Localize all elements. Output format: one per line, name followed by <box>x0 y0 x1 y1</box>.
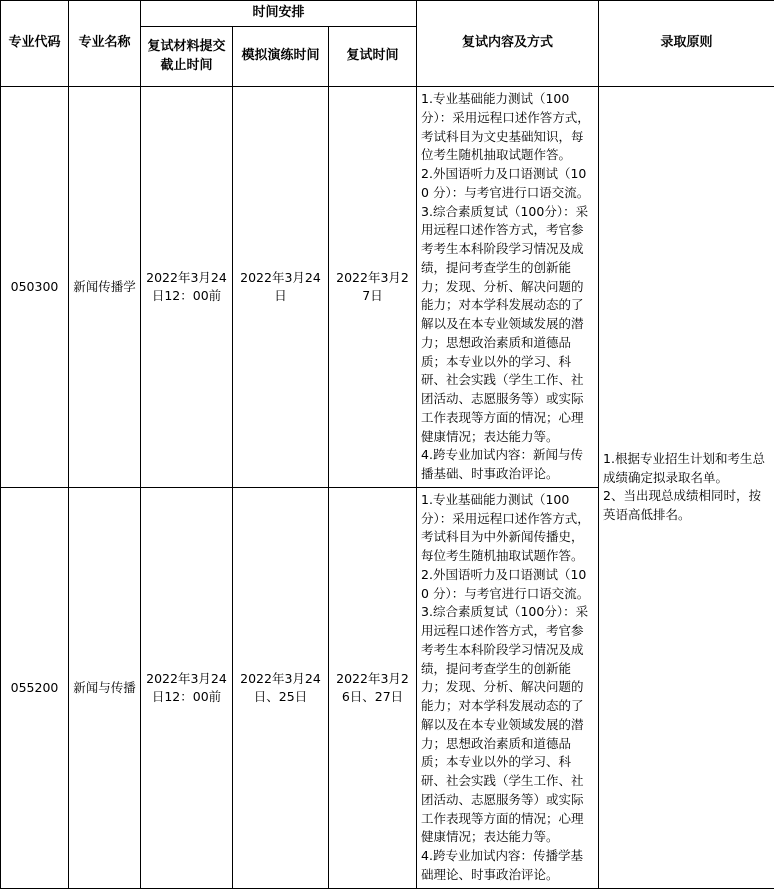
header-submit-deadline: 复试材料提交截止时间 <box>141 27 233 87</box>
cell-major-code: 055200 <box>1 487 69 888</box>
table-header-row-1 <box>1 1 774 27</box>
cell-retest-time: 2022年3月26日、27日 <box>329 487 417 888</box>
cell-mock-time: 2022年3月24日、25日 <box>233 487 329 888</box>
cell-major-name: 新闻传播学 <box>69 87 141 488</box>
cell-mock-time: 2022年3月24日 <box>233 87 329 488</box>
header-schedule: 时间安排 <box>141 1 417 27</box>
cell-major-code: 050300 <box>1 87 69 488</box>
header-major-code: 专业代码 <box>1 1 69 87</box>
cell-retest-content: 1.专业基础能力测试（100 分）：采用远程口述作答方式，考试科目为文史基础知识，每位考生随机抽取试题作答。 2.外国语听力及口语测试（100 分）：与考官进行口语交流。 3.综合素质复试（100分）：采用远程口述作答方式，考官参考考生本科阶段学习情况及成绩，提问考查学生的创新能力；发现、分析、解决问题的能力；对本学科发展动态的了解以及在本专业领域发展的潜力；思想政治素质和道德品质；本专业以外的学习、科研、社会实践（学生工作、社团活动、志愿服务等）或实际工作表现等方面的情况；心理健康情况；表达能力等。 4.跨专业加试内容：新闻与传播基础、时事政治评论。 <box>417 87 599 488</box>
cell-submit-deadline: 2022年3月24日12：00前 <box>141 487 233 888</box>
header-retest-content: 复试内容及方式 <box>417 1 599 87</box>
cell-admission-rule: 1.根据专业招生计划和考生总成绩确定拟录取名单。 2、当出现总成绩相同时，按英语高低排名。 <box>599 87 774 889</box>
cell-retest-time: 2022年3月27日 <box>329 87 417 488</box>
header-major-name: 专业名称 <box>69 1 141 87</box>
cell-retest-content: 1.专业基础能力测试（100 分）：采用远程口述作答方式，考试科目为中外新闻传播史，每位考生随机抽取试题作答。 2.外国语听力及口语测试（100 分）：与考官进行口语交流。 3.综合素质复试（100分）：采用远程口述作答方式，考官参考考生本科阶段学习情况及成绩，提问考查学生的创新能力；发现、分析、解决问题的能力；对本学科发展动态的了解以及在本专业领域发展的潜力；思想政治素质和道德品质；本专业以外的学习、科研、社会实践（学生工作、社团活动、志愿服务等）或实际工作表现等方面的情况；心理健康情况；表达能力等。 4.跨专业加试内容：传播学基础理论、时事政治评论。 <box>417 487 599 888</box>
table-row <box>1 87 774 488</box>
header-mock-time: 模拟演练时间 <box>233 27 329 87</box>
cell-major-name: 新闻与传播 <box>69 487 141 888</box>
header-retest-time: 复试时间 <box>329 27 417 87</box>
cell-submit-deadline: 2022年3月24日12：00前 <box>141 87 233 488</box>
header-admission-rule: 录取原则 <box>599 1 774 87</box>
